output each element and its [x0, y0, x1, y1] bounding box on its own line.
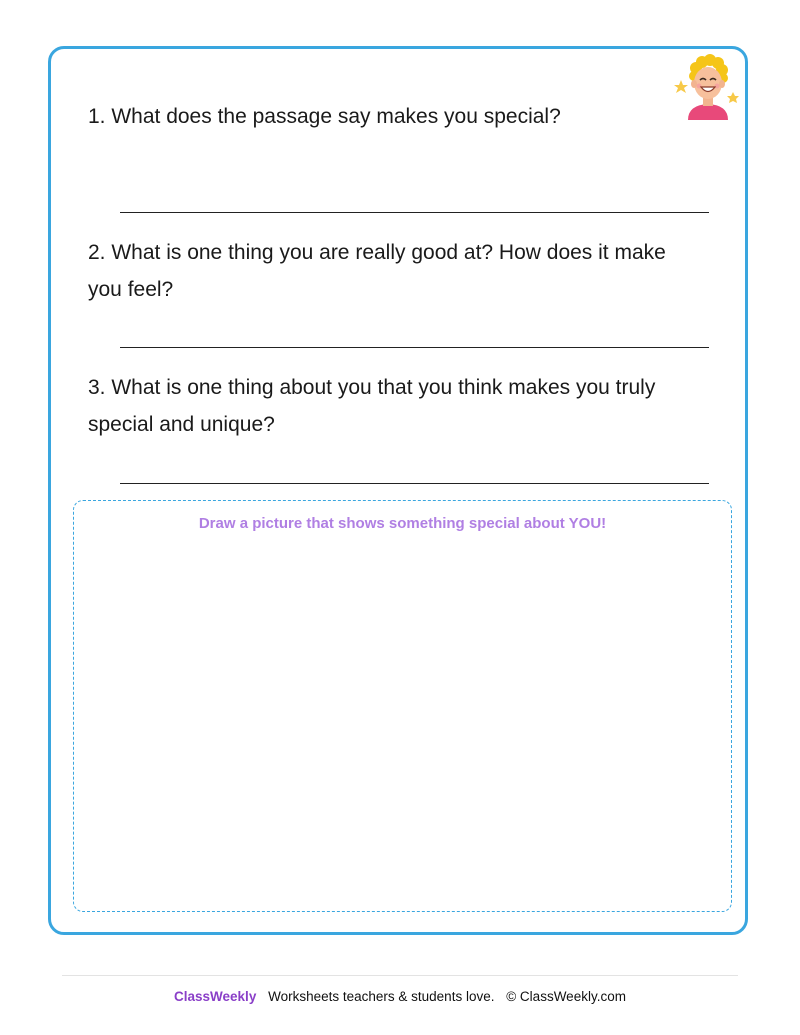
footer-divider: [62, 975, 738, 976]
footer-brand: ClassWeekly: [174, 989, 257, 1004]
answer-line-3[interactable]: [120, 483, 709, 484]
question-1: 1. What does the passage say makes you special?: [88, 105, 561, 128]
drawing-prompt: Draw a picture that shows something special about YOU!: [198, 515, 607, 532]
smiling-kid-with-stars-icon: [672, 50, 744, 122]
question-2: 2. What is one thing you are really good at? How does it make you feel?: [88, 241, 666, 301]
question-3: 3. What is one thing about you that you think makes you truly special and unique?: [88, 376, 656, 436]
footer: [0, 989, 800, 1004]
footer-copyright: © ClassWeekly.com: [506, 989, 626, 1004]
answer-line-2[interactable]: [120, 347, 709, 348]
answer-line-1[interactable]: [120, 212, 709, 213]
footer-tagline: Worksheets teachers & students love.: [268, 989, 495, 1004]
drawing-area[interactable]: [73, 500, 732, 912]
